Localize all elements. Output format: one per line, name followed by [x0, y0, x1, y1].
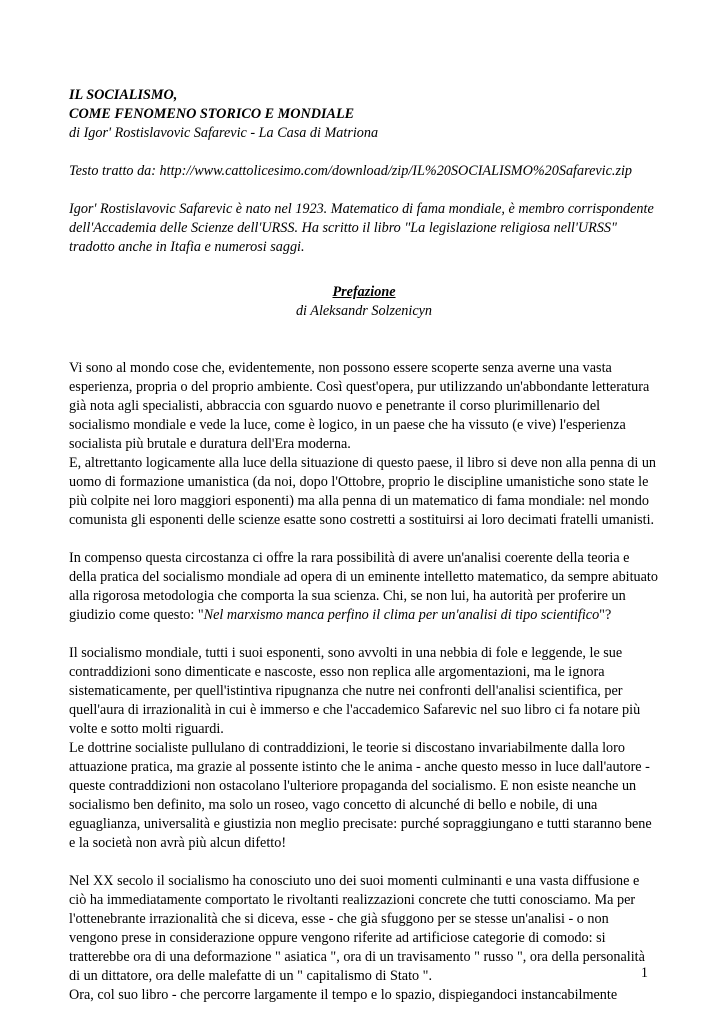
- preface-title: Prefazione: [332, 284, 396, 300]
- author-bio: Igor' Rostislavovic Safarevic è nato nel 1923. Matematico di fama mondiale, è membro corrispondente dell'Accademia delle Scienze dell'URSS. Ha scritto il libro "La legislazione religiosa nell'URSS" tradotto anche in Itafia e numerosi saggi.: [69, 201, 654, 255]
- preface-title-line: [69, 283, 659, 302]
- paragraph-3: In compenso questa circostanza ci offre la rara possibilità di avere un'analisi coerente della teoria e della pratica del socialismo mondiale ad opera di un eminente intelletto matematico, da sempre abituato alla rigorosa metodologia che comporta la sua scienza. Chi, se non lui, ha autorità per proferire un giudizio come questo: "Nel marxismo manca perfino il clima per un'analisi di tipo scientifico"?: [69, 550, 658, 623]
- document-page: [69, 86, 659, 1005]
- title-line-1: IL SOCIALISMO,: [69, 87, 178, 103]
- quote: Nel marxismo manca perfino il clima per un'analisi di tipo scientifico: [203, 607, 600, 623]
- spacer: [69, 143, 659, 162]
- page-number: 1: [640, 965, 648, 981]
- title-line-2: COME FENOMENO STORICO E MONDIALE: [69, 106, 355, 122]
- byline: di Igor' Rostislavovic Safarevic - La Casa di Matriona: [69, 125, 379, 141]
- paragraph-1: Vi sono al mondo cose che, evidentemente, non possono essere scoperte senza averne una vasta esperienza, propria o del proprio ambiente. Così quest'opera, pur utilizzando un'abbondante letteratura già nota agli specialisti, abbraccia con sguardo nuovo e penetrante il corso plurimillenario del socialismo mondiale e vede la luce, come è logico, in un paese che ha vissuto (e vive) l'esperienza socialista più brutale e duratura dell'Era moderna.: [69, 360, 650, 452]
- source-line: Testo tratto da: http://www.cattolicesimo.com/download/zip/IL%20SOCIALISMO%20Safarevic.zip: [69, 163, 633, 179]
- paragraph-4: Il socialismo mondiale, tutti i suoi esponenti, sono avvolti in una nebbia di fole e leggende, le sue contraddizioni sono dimenticate e nascoste, esso non replica alle argomentazioni, ma le ignora sistematicamente, per quell'istintiva ripugnanza che nutre nei confronti dell'analisi scientifica, per quell'aura di irrazionalità in cui è immerso e che l'accademico Safarevic nel suo libro ci fa notare più volte e sotto molti riguardi.: [69, 645, 641, 737]
- preface-author: di Aleksandr Solzenicyn: [295, 303, 433, 319]
- paragraph-6: Nel XX secolo il socialismo ha conosciuto uno dei suoi momenti culminanti e una vasta diffusione e ciò ha immediatamente comportato le rivoltanti realizzazioni concrete che tutti conosciamo. Ma per l'ottenebrante irrazionalità che si diceva, esse - che già sfuggono per se stesse un'analisi - o non vengono prese in considerazione oppure vengono riferite ad artificiose categorie di comodo: si tratterebbe ora di una deformazione " asiatica ", ora di un travisamento " russo ", ora della personalità di un dittatore, ora delle malefatte di un " capitalismo di Stato ".: [69, 873, 645, 984]
- paragraph-7: Ora, col suo libro - che percorre largamente il tempo e lo spazio, dispiegandoci instancabilmente: [69, 987, 618, 1003]
- spacer: [69, 276, 659, 283]
- spacer: [69, 853, 659, 872]
- paragraph-5: Le dottrine socialiste pullulano di contraddizioni, le teorie si discostano invariabilmente dalla loro attuazione pratica, ma grazie al possente istinto che le anima - anche questo messo in luce dall'autore - queste contraddizioni non ostacolano l'ulteriore propaganda del socialismo. E non esiste neanche un socialismo ben definito, ma solo un roseo, vago concetto di alcunché di bello e nobile, di una eguaglianza, universalità e giustizia non meglio precisate: purché sopraggiungano e tutti staranno bene e la società non avrà più alcun difetto!: [69, 740, 652, 851]
- spacer: [69, 625, 659, 644]
- paragraph-2: E, altrettanto logicamente alla luce della situazione di questo paese, il libro si deve non alla penna di un uomo di formazione umanistica (da noi, dopo l'Ottobre, proprio le discipline umanistiche sono state le più colpite nei loro maggiori esponenti) ma alla penna di un matematico di fama mondiale: nel mondo comunista gli esponenti delle scienze esatte sono costretti a sostituirsi ai loro decimati fratelli umanisti.: [69, 455, 657, 528]
- spacer: [69, 321, 659, 359]
- spacer: [69, 181, 659, 200]
- spacer: [69, 530, 659, 549]
- spacer: [69, 257, 659, 276]
